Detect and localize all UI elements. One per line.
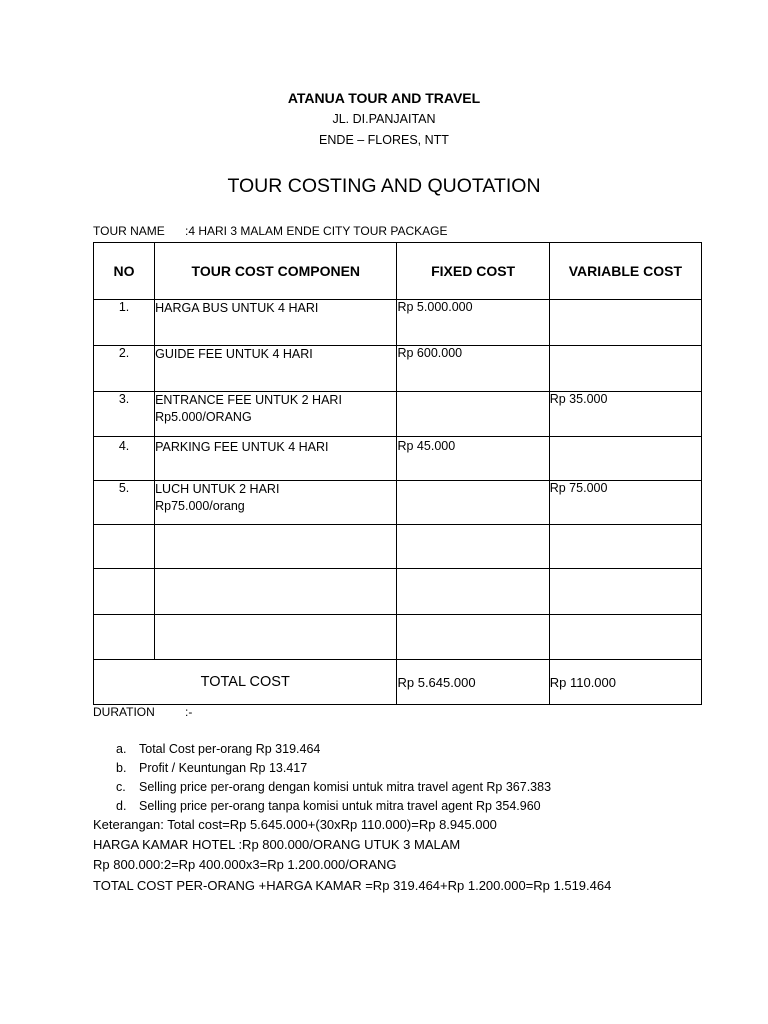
total-variable-cost: Rp 110.000 bbox=[549, 660, 701, 705]
row-component bbox=[155, 437, 397, 481]
header-variable-cost: VARIABLE COST bbox=[549, 243, 701, 300]
list-marker: d. bbox=[116, 799, 127, 813]
row-no: 2. bbox=[94, 346, 155, 392]
address-line-1: JL. DI.PANJAITAN bbox=[332, 112, 436, 126]
row-component bbox=[155, 481, 397, 525]
tour-name-row bbox=[93, 224, 448, 238]
row-component bbox=[155, 392, 397, 437]
row-component bbox=[155, 346, 397, 392]
component-line: HARGA BUS UNTUK 4 HARI bbox=[155, 301, 319, 315]
list-marker: b. bbox=[116, 761, 127, 775]
list-item bbox=[116, 759, 551, 778]
empty-row bbox=[94, 615, 702, 660]
address-line-2: ENDE – FLORES, NTT bbox=[319, 133, 449, 147]
company-name: ATANUA TOUR AND TRAVEL bbox=[287, 90, 481, 106]
empty-row bbox=[94, 525, 702, 569]
cost-table bbox=[93, 242, 702, 705]
document-title: TOUR COSTING AND QUOTATION bbox=[227, 175, 541, 197]
list-item bbox=[116, 797, 551, 816]
keterangan-line: Keterangan: Total cost=Rp 5.645.000+(30xRp 110.000)=Rp 8.945.000 bbox=[93, 817, 497, 832]
row-no: 5. bbox=[94, 481, 155, 525]
header-component: TOUR COST COMPONEN bbox=[155, 243, 397, 300]
duration-label: DURATION bbox=[93, 705, 155, 719]
component-line: GUIDE FEE UNTUK 4 HARI bbox=[155, 347, 313, 361]
table-row bbox=[94, 437, 702, 481]
component-line: ENTRANCE FEE UNTUK 2 HARI bbox=[155, 393, 342, 407]
grand-total-line: TOTAL COST PER-ORANG +HARGA KAMAR =Rp 319.464+Rp 1.200.000=Rp 1.519.464 bbox=[93, 878, 612, 893]
list-marker: c. bbox=[116, 780, 126, 794]
row-no: 3. bbox=[94, 392, 155, 437]
list-text: Selling price per-orang tanpa komisi untuk mitra travel agent Rp 354.960 bbox=[139, 799, 541, 813]
row-variable-cost: Rp 75.000 bbox=[549, 481, 701, 525]
duration-value: :- bbox=[185, 705, 193, 719]
list-text: Total Cost per-orang Rp 319.464 bbox=[139, 742, 321, 756]
row-variable-cost: Rp 35.000 bbox=[549, 392, 701, 437]
row-variable-cost bbox=[549, 346, 701, 392]
row-fixed-cost: Rp 5.000.000 bbox=[397, 300, 549, 346]
table-row bbox=[94, 346, 702, 392]
row-variable-cost bbox=[549, 300, 701, 346]
tour-name-value: :4 HARI 3 MALAM ENDE CITY TOUR PACKAGE bbox=[185, 224, 448, 238]
table-row bbox=[94, 481, 702, 525]
table-row bbox=[94, 300, 702, 346]
hotel-price-line: HARGA KAMAR HOTEL :Rp 800.000/ORANG UTUK 3 MALAM bbox=[93, 837, 461, 852]
header-fixed-cost: FIXED COST bbox=[397, 243, 549, 300]
row-fixed-cost bbox=[397, 392, 549, 437]
list-item bbox=[116, 740, 551, 759]
hotel-calc-line: Rp 800.000:2=Rp 400.000x3=Rp 1.200.000/ORANG bbox=[93, 857, 397, 872]
component-sub-line: Rp75.000/orang bbox=[155, 499, 245, 513]
row-variable-cost bbox=[549, 437, 701, 481]
component-line: LUCH UNTUK 2 HARI bbox=[155, 482, 280, 496]
duration-row bbox=[93, 705, 192, 719]
row-no: 1. bbox=[94, 300, 155, 346]
total-cost-label: TOTAL COST bbox=[94, 660, 397, 705]
row-fixed-cost: Rp 45.000 bbox=[397, 437, 549, 481]
list-text: Profit / Keuntungan Rp 13.417 bbox=[139, 761, 308, 775]
list-marker: a. bbox=[116, 742, 127, 756]
table-row bbox=[94, 392, 702, 437]
list-text: Selling price per-orang dengan komisi untuk mitra travel agent Rp 367.383 bbox=[139, 780, 552, 794]
header-no: NO bbox=[94, 243, 155, 300]
total-fixed-cost: Rp 5.645.000 bbox=[397, 660, 549, 705]
table-header-row bbox=[94, 243, 702, 300]
list-item bbox=[116, 778, 551, 797]
tour-name-label: TOUR NAME bbox=[93, 224, 165, 238]
notes-list bbox=[116, 740, 551, 816]
empty-row bbox=[94, 569, 702, 615]
row-fixed-cost bbox=[397, 481, 549, 525]
component-sub-line: Rp5.000/ORANG bbox=[155, 410, 252, 424]
total-row bbox=[94, 660, 702, 705]
row-no: 4. bbox=[94, 437, 155, 481]
component-line: PARKING FEE UNTUK 4 HARI bbox=[155, 440, 329, 454]
row-component bbox=[155, 300, 397, 346]
row-fixed-cost: Rp 600.000 bbox=[397, 346, 549, 392]
